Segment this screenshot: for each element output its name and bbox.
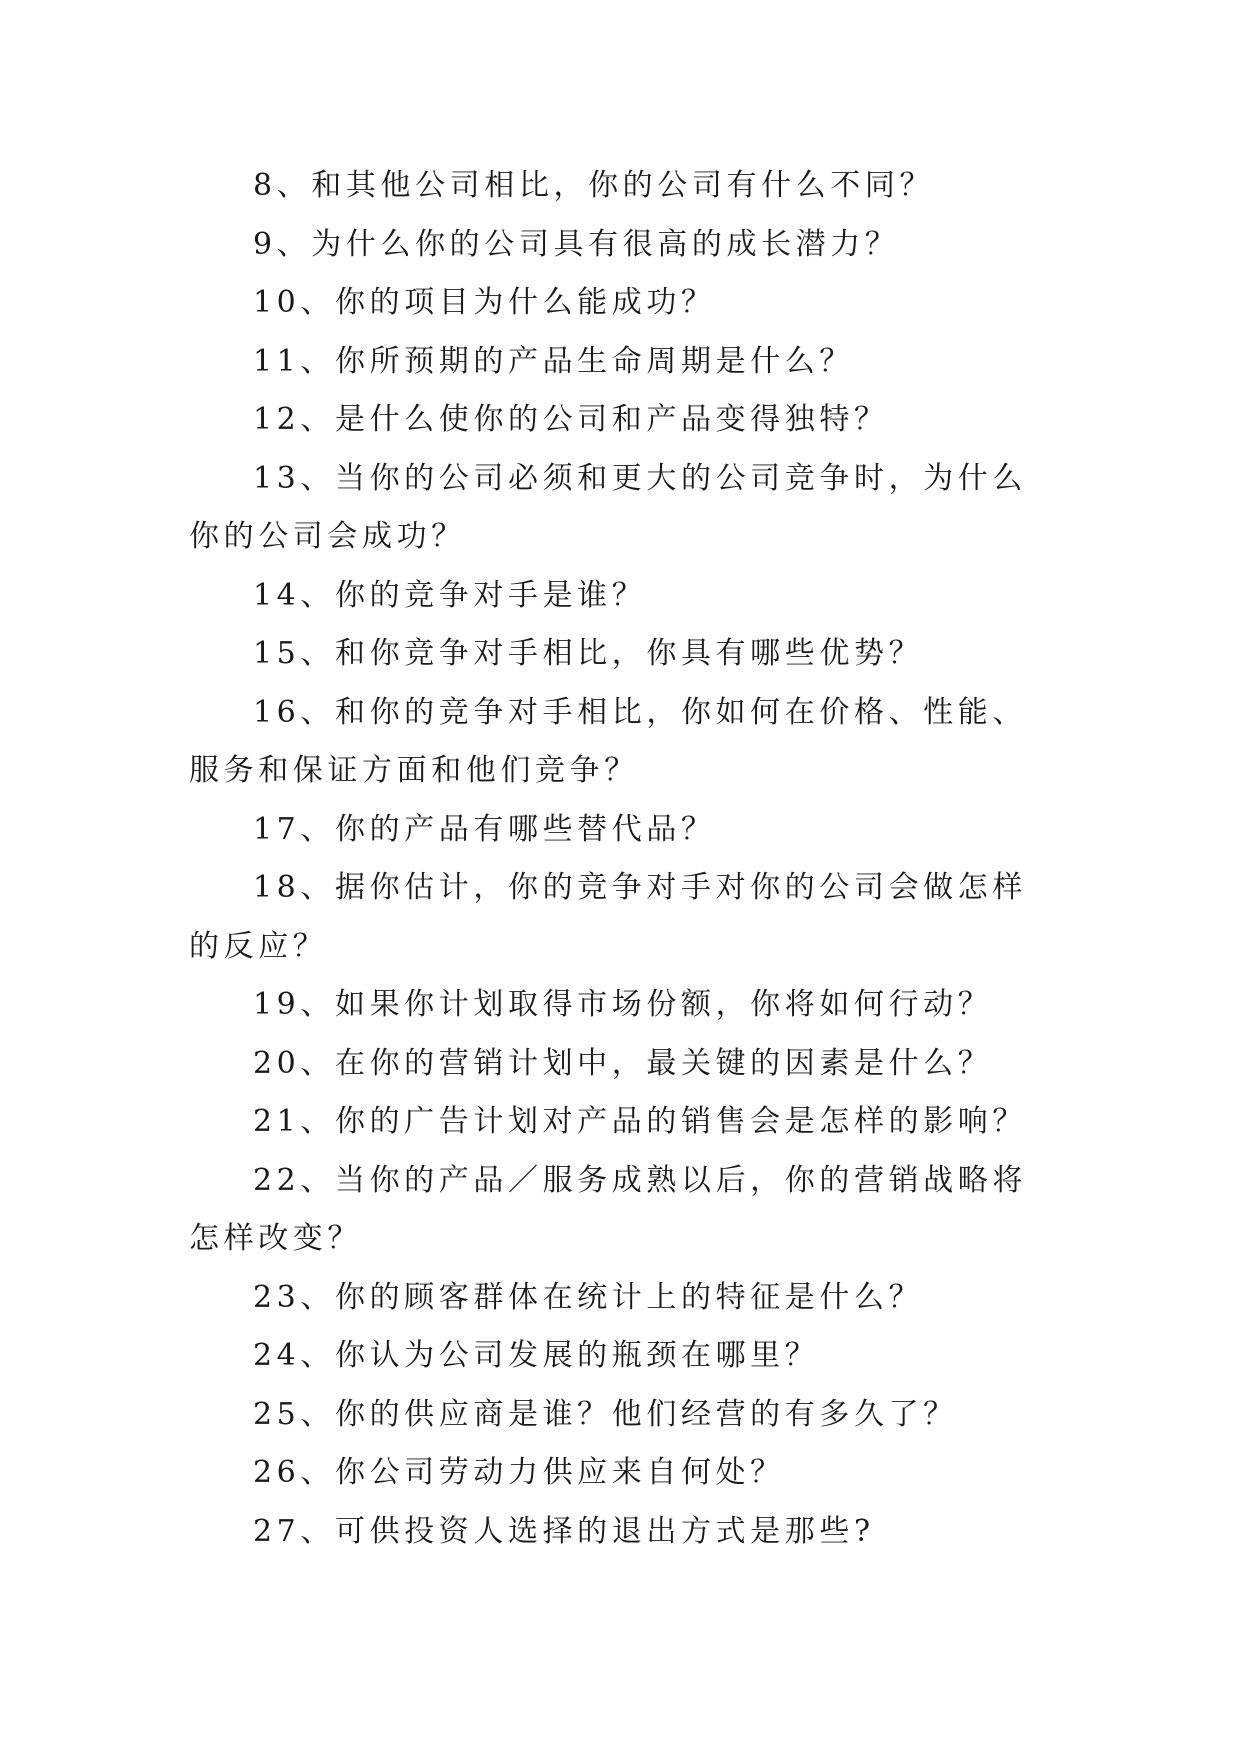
question-21: 21、你的广告计划对产品的销售会是怎样的影响？	[253, 1104, 1027, 1139]
question-11: 11、你所预期的产品生命周期是什么？	[253, 343, 854, 379]
question-13: 13、当你的公司必须和更大的公司竞争时，为什么你的公司会成功？	[189, 460, 1027, 554]
question-10: 10、你的项目为什么能成功？	[253, 285, 716, 320]
question-9: 9、为什么你的公司具有很高的成长潜力？	[253, 226, 900, 262]
question-24: 24、你认为公司发展的瓶颈在哪里？	[253, 1338, 820, 1373]
question-19: 19、如果你计划取得市场份额，你将如何行动？	[253, 987, 993, 1022]
question-8: 8、和其他公司相比，你的公司有什么不同？	[253, 168, 935, 203]
question-25: 25、你的供应商是谁？他们经营的有多久了？	[253, 1396, 958, 1432]
question-12: 12、是什么使你的公司和产品变得独特？	[253, 402, 889, 437]
question-27: 27、可供投资人选择的退出方式是那些?	[253, 1513, 875, 1549]
question-17: 17、你的产品有哪些替代品？	[253, 811, 716, 847]
question-22: 22、当你的产品／服务成熟以后，你的营销战略将怎样改变？	[189, 1162, 1027, 1256]
question-23: 23、你的顾客群体在统计上的特征是什么？	[253, 1279, 924, 1315]
question-26: 26、你公司劳动力供应来自何处？	[253, 1455, 785, 1490]
question-18: 18、据你估计，你的竞争对手对你的公司会做怎样的反应？	[189, 870, 1027, 964]
question-14: 14、你的竞争对手是谁？	[253, 577, 647, 613]
question-15: 15、和你竞争对手相比，你具有哪些优势？	[253, 636, 924, 671]
document-page	[189, 157, 1059, 1561]
question-16: 16、和你的竞争对手相比，你如何在价格、性能、服务和保证方面和他们竞争？	[189, 694, 1027, 788]
question-20: 20、在你的营销计划中，最关键的因素是什么？	[253, 1045, 993, 1081]
